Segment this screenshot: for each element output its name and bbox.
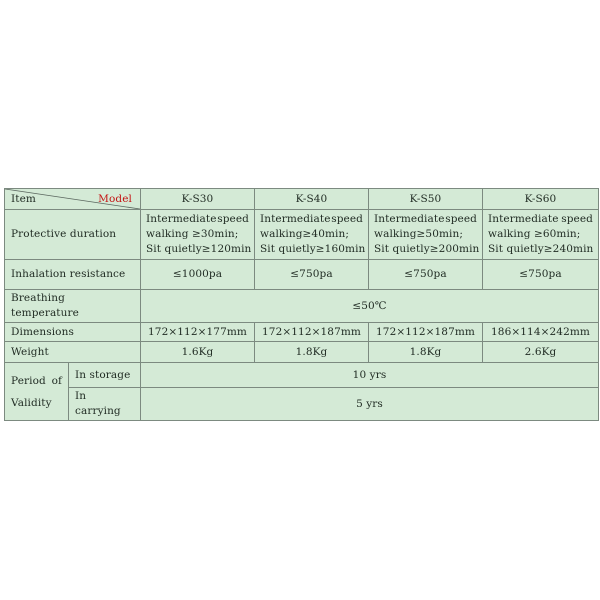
protective-duration-k-s30: Intermediate speed walking ≥30min; Sit quietly≥120min bbox=[141, 210, 255, 260]
inhalation-resistance-k-s40: ≤750pa bbox=[255, 260, 369, 290]
weight-label: Weight bbox=[5, 342, 141, 363]
item-header-label: Item bbox=[11, 193, 36, 205]
breathing-temperature-label: Breathing temperature bbox=[5, 290, 141, 323]
protective-duration-row bbox=[5, 210, 599, 260]
protective-duration-k-s50: Intermediate speed walking≥50min; Sit quietly≥200min bbox=[369, 210, 483, 260]
weight-k-s50: 1.8Kg bbox=[369, 342, 483, 363]
validity-carrying-row bbox=[5, 388, 599, 421]
model-header-k-s30: K-S30 bbox=[141, 189, 255, 210]
in-storage-value: 10 yrs bbox=[141, 363, 599, 388]
period-of-validity-label bbox=[5, 363, 69, 421]
model-header-label: Model bbox=[98, 193, 132, 205]
breathing-temperature-row bbox=[5, 290, 599, 323]
weight-k-s30: 1.6Kg bbox=[141, 342, 255, 363]
validity-label: Validity bbox=[11, 396, 52, 409]
inhalation-resistance-label: Inhalation resistance bbox=[5, 260, 141, 290]
model-header-k-s50: K-S50 bbox=[369, 189, 483, 210]
item-model-header-cell bbox=[5, 189, 141, 210]
weight-row bbox=[5, 342, 599, 363]
dimensions-label: Dimensions bbox=[5, 323, 141, 342]
inhalation-resistance-k-s60: ≤750pa bbox=[483, 260, 599, 290]
weight-k-s60: 2.6Kg bbox=[483, 342, 599, 363]
protective-duration-label: Protective duration bbox=[5, 210, 141, 260]
specification-table bbox=[4, 188, 599, 421]
dimensions-row bbox=[5, 323, 599, 342]
inhalation-resistance-row bbox=[5, 260, 599, 290]
in-storage-label: In storage bbox=[69, 363, 141, 388]
inhalation-resistance-k-s50: ≤750pa bbox=[369, 260, 483, 290]
dimensions-k-s50: 172×112×187mm bbox=[369, 323, 483, 342]
model-header-k-s60: K-S60 bbox=[483, 189, 599, 210]
period-of-label: Period of bbox=[11, 374, 62, 387]
protective-duration-k-s40: Intermediate speed walking≥40min; Sit quietly≥160min bbox=[255, 210, 369, 260]
inhalation-resistance-k-s30: ≤1000pa bbox=[141, 260, 255, 290]
in-carrying-label: In carrying bbox=[69, 388, 141, 421]
protective-duration-k-s60: Intermediate speed walking ≥60min; Sit quietly≥240min bbox=[483, 210, 599, 260]
validity-storage-row bbox=[5, 363, 599, 388]
dimensions-k-s30: 172×112×177mm bbox=[141, 323, 255, 342]
in-carrying-value: 5 yrs bbox=[141, 388, 599, 421]
header-row bbox=[5, 189, 599, 210]
model-header-k-s40: K-S40 bbox=[255, 189, 369, 210]
breathing-temperature-value: ≤50℃ bbox=[141, 290, 599, 323]
dimensions-k-s40: 172×112×187mm bbox=[255, 323, 369, 342]
weight-k-s40: 1.8Kg bbox=[255, 342, 369, 363]
dimensions-k-s60: 186×114×242mm bbox=[483, 323, 599, 342]
